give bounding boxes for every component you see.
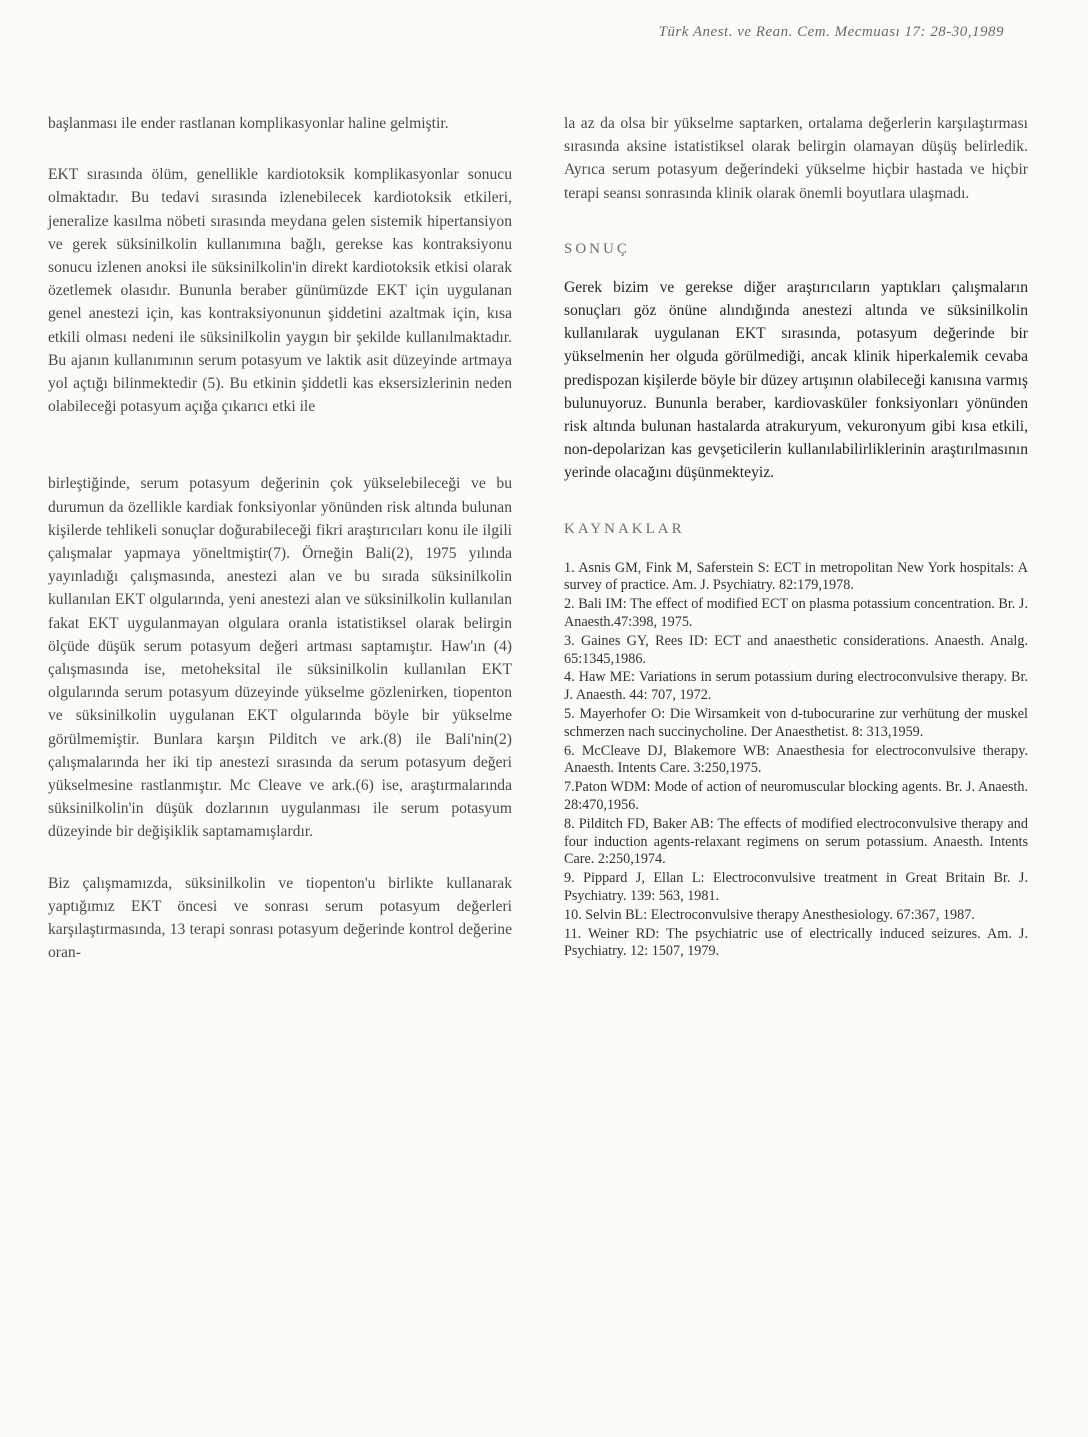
sonuc-heading: SONUÇ (564, 240, 630, 257)
reference-item: 7.Paton WDM: Mode of action of neuromuscular blocking agents. Br. J. Anaesth. 28:470,1956. (564, 779, 1028, 813)
left-paragraph-4: Biz çalışmamızda, süksinilkolin ve tiopenton'u birlikte kullanarak yaptığımız EKT öncesi ve sonrası serum potasyum değerleri karşılaştırmasında, 13 terapi sonrası potasyum değerinde kontrol değerine oran- (48, 874, 512, 962)
reference-item: 5. Mayerhofer O: Die Wirsamkeit von d-tubocurarine zur verhütung der muskel schmerzen nach succinycholine. Der Anaesthetist. 8: 313,1959. (564, 706, 1028, 740)
reference-item: 4. Haw ME: Variations in serum potassium during electroconvulsive therapy. Br. J. Anaesth. 44: 707, 1972. (564, 669, 1028, 704)
left-column (48, 112, 512, 965)
reference-item: 2. Bali IM: The effect of modified ECT on plasma potassium concentration. Br. J. Anaesth.47:398, 1975. (564, 596, 1028, 631)
right-column (564, 112, 1028, 962)
sonuc-paragraph: Gerek bizim ve gerekse diğer araştırıcıların yaptıkları çalışmaların sonuçları göz önüne alındığında anestezi altında ve süksinilkolin kullanılarak uygulanan EKT sırasında, potasyum değerinde bir yükselmenin her olguda görülmediği, ancak klinik hiperkalemik cevaba predispozan kişilerde böyle bir düzey artışının olabileceği kanısına varmış bulunuyoruz. Bununla beraber, kardiovasküler fonksiyonları yönünden risk altında bulunan hastalarda atrakuryum, vekuronyum gibi kısa etkili, non-depolarizan kas gevşeticilerin kullanılabilirliklerinin araştırılmasının yerinde olacağını düşünmekteyiz. (564, 278, 1028, 482)
left-paragraph-3: birleştiğinde, serum potasyum değerinin çok yükselebileceği ve bu durumun da özellikle kardiak fonksiyonlar yönünden risk altında bulunan kişilerde tehlikeli sonuçlar doğurabileceği fikri araştırıcıları konu ile ilgili çalışmalar yapmaya yöneltmiştir(7). Örneğin Bali(2), 1975 yılında yayınladığı çalışmasında, anestezi alan ve bu sırada süksinilkolin kullanılan EKT olgularında, yeni anestezi alan ve süksinilkolin kullanılan fakat EKT uygulanmayan olgulara oranla istatistiksel olarak belirgin ölçüde düşük serum potasyum değeri artması saptamıştır. Haw'ın (4) çalışmasında ise, metoheksital ile süksinilkolin kullanılan EKT olgularında serum potasyum düzeyinde yükselme gözlenirken, tiopenton ve süksinilkolin uygulanan EKT olgularında böyle bir yükselme görülmemiştir. Bunlara karşın Pilditch ve ark.(8) ile Bali'nin(2) çalışmalarında her iki tip anestezi sırasında da serum potasyum değeri yükselmesine rastlanmıştır. Mc Cleave ve ark.(6) ise, araştırmalarında süksinilkolin'in düşük dozlarının uygulanması ile serum potasyum düzeyinde bir değişiklik saptamamışlardır. (48, 475, 512, 841)
reference-item: 11. Weiner RD: The psychiatric use of electrically induced seizures. Am. J. Psychiatry. 12: 1507, 1979. (564, 925, 1028, 960)
reference-item: 8. Pilditch FD, Baker AB: The effects of modified electroconvulsive therapy and four induction agents-relaxant regimens on serum potassium. Anaesth. Intents Care. 2:250,1974. (564, 815, 1028, 868)
reference-item: 6. McCleave DJ, Blakemore WB: Anaesthesia for electroconvulsive therapy. Anaesth. Intents Care. 3:250,1975. (564, 742, 1028, 777)
journal-header: Türk Anest. ve Rean. Cem. Mecmuası 17: 28-30,1989 (658, 24, 1004, 40)
reference-list (564, 560, 1028, 962)
left-paragraph-1: başlanması ile ender rastlanan komplikasyonlar haline gelmiştir. (48, 115, 449, 132)
reference-item: 1. Asnis GM, Fink M, Saferstein S: ECT in metropolitan New York hospitals: A survey of practice. Am. J. Psychiatry. 82:179,1978. (564, 559, 1028, 594)
reference-item: 9. Pippard J, Ellan L: Electroconvulsive treatment in Great Britain Br. J. Psychiatry. 139: 563, 1981. (564, 870, 1028, 904)
left-paragraph-2: EKT sırasında ölüm, genellikle kardiotoksik komplikasyonlar sonucu olmaktadır. Bu tedavi sırasında izlenebilecek kardiotoksik etkileri, jeneralize kasılma nöbeti sırasında meydana gelen sistemik hipertansiyon ve gerek süksinilkolin kullanımına bağlı, gerekse kas kontraksiyonu sonucu izlenen anoksi ile süksinilkolin'in direkt kardiotoksik etkisi olarak özetlemek olasıdır. Bununla beraber günümüzde EKT için uygulanan genel anestezi için, kas kontraksiyonunun şiddetini azaltmak için, kısa etkili olması nedeni ile süksinilkolin yaygın bir şekilde kullanılmaktadır. Bu ajanın kullanımının serum potasyum ve laktik asit düzeyinde artmaya yol açtığı bilinmektedir (5). Bu etkinin şiddetli kas eksersizlerinin neden olabileceği potasyum açığa çıkarıcı etki ile (48, 166, 512, 416)
right-paragraph-1: la az da olsa bir yükselme saptarken, ortalama değerlerin karşılaştırması sırasında aksine istatistiksel olarak belirgin olamayan düşüş belirledik. Ayrıca serum potasyum değerindeki yükselme hiçbir hastada ve hiçbir terapi seansı sonrasında klinik olarak önemli boyutlara ulaşmadı. (564, 115, 1028, 202)
reference-item: 10. Selvin BL: Electroconvulsive therapy Anesthesiology. 67:367, 1987. (564, 906, 975, 923)
reference-item: 3. Gaines GY, Rees ID: ECT and anaesthetic considerations. Anaesth. Analg. 65:1345,1986. (564, 632, 1028, 667)
kaynaklar-heading: KAYNAKLAR (564, 520, 685, 537)
